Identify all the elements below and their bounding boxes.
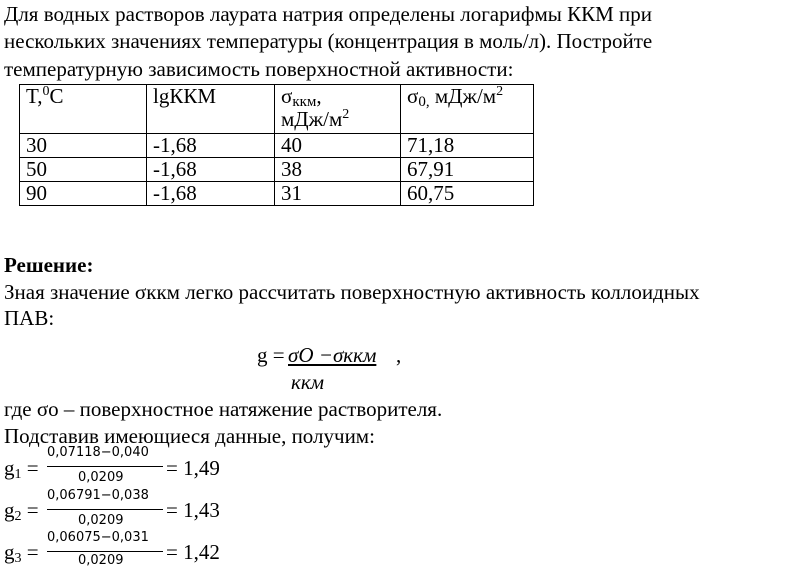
- result-1-denominator: 0,0209: [78, 470, 124, 485]
- header-sigma-kkm: [275, 85, 401, 134]
- table-cell: 67,91: [401, 158, 534, 182]
- header-temp-degree: 0: [42, 84, 50, 99]
- solution-heading: Решение:: [4, 253, 94, 277]
- table-cell: 30: [20, 134, 147, 158]
- table-cell: -1,68: [147, 182, 275, 206]
- result-3-fraction-bar: [47, 551, 163, 552]
- header-lgkkm: [147, 85, 275, 134]
- formula-comma: ,: [396, 343, 402, 367]
- result-2-lhs: [4, 498, 39, 523]
- result-3-eq: =: [26, 540, 39, 564]
- result-2-g: g: [4, 498, 15, 522]
- header-sigma-kkm-unit-sup: 2: [342, 107, 350, 122]
- header-temp-unit: C: [49, 84, 64, 108]
- header-sigma0-unit-sup: 2: [496, 84, 504, 99]
- formula-lhs: g =: [257, 343, 285, 367]
- result-1-eq: =: [26, 456, 39, 480]
- substitute-line: Подставив имеющиеся данные, получим:: [4, 424, 375, 448]
- table-cell: 38: [275, 158, 401, 182]
- table-cell: -1,68: [147, 134, 275, 158]
- task-line-1: Для водных растворов лаурата натрия определены логарифмы ККМ при: [4, 2, 653, 26]
- task-line-3: температурную зависимость поверхностной активности:: [4, 57, 514, 81]
- result-2-sub: 2: [14, 509, 22, 524]
- task-line-2: нескольких значениях температуры (концентрация в моль/л). Постройте: [4, 29, 653, 53]
- data-table: [19, 84, 534, 206]
- header-sigma-kkm-symbol: σ: [281, 84, 293, 108]
- result-2-numerator: 0,06791−0,038: [47, 488, 149, 503]
- result-1-fraction-bar: [47, 466, 163, 467]
- result-2-fraction-bar: [47, 509, 163, 510]
- header-lgkkm-label: lgККМ: [153, 84, 217, 108]
- table-row: [20, 182, 534, 206]
- result-1-value: = 1,49: [166, 456, 220, 480]
- table-cell: -1,68: [147, 158, 275, 182]
- header-sigma-0: [401, 85, 534, 134]
- table-cell: 31: [275, 182, 401, 206]
- header-temp-label: T,: [26, 84, 43, 108]
- result-1-numerator: 0,07118−0,040: [47, 445, 149, 460]
- header-sigma-kkm-sub: ккм: [292, 94, 317, 110]
- header-sigma-kkm-unit: мДж/м: [281, 107, 343, 131]
- result-2-denominator: 0,0209: [78, 513, 124, 528]
- formula-denominator: ккм: [291, 370, 325, 394]
- table-cell: 90: [20, 182, 147, 206]
- table-header-row: [20, 85, 534, 134]
- header-sigma0-symbol: σ: [407, 84, 419, 108]
- result-1-sub: 1: [14, 467, 22, 482]
- table-cell: 71,18: [401, 134, 534, 158]
- header-sigma0-sub: 0,: [418, 94, 430, 110]
- formula-numerator: σO −σккм: [288, 343, 377, 367]
- result-3-numerator: 0,06075−0,031: [47, 530, 149, 545]
- result-1-lhs: [4, 456, 39, 481]
- result-2-value: = 1,43: [166, 498, 220, 522]
- table-row: [20, 134, 534, 158]
- table-cell: 50: [20, 158, 147, 182]
- result-1-g: g: [4, 456, 15, 480]
- result-2-eq: =: [26, 498, 39, 522]
- table-row: [20, 158, 534, 182]
- table-cell: 60,75: [401, 182, 534, 206]
- result-3-denominator: 0,0209: [78, 553, 124, 568]
- header-sigma0-unit: мДж/м: [429, 84, 497, 108]
- result-3-lhs: [4, 540, 39, 565]
- solution-paragraph-line-2: ПАВ:: [4, 306, 55, 330]
- where-line: где σо – поверхностное натяжение растворителя.: [4, 397, 443, 421]
- solution-paragraph-line-1: Зная значение σккм легко рассчитать поверхностную активность коллоидных: [4, 280, 700, 304]
- header-temperature: [20, 85, 147, 134]
- table-cell: 40: [275, 134, 401, 158]
- header-sigma-kkm-comma: ,: [316, 84, 322, 108]
- result-3-sub: 3: [14, 551, 22, 566]
- result-3-g: g: [4, 540, 15, 564]
- result-3-value: = 1,42: [166, 540, 220, 564]
